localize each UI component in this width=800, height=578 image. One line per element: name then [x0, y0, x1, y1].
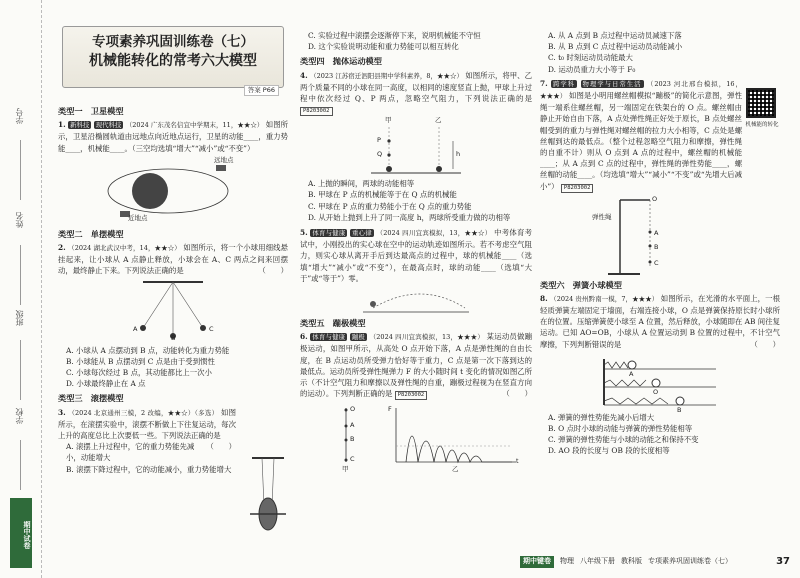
resource-code: P8203002 — [300, 107, 333, 116]
question-tag: 物理学与日常生活 — [582, 79, 642, 88]
projectile-figure — [361, 116, 471, 175]
point-c-label: C — [350, 455, 355, 464]
question-text: 如图所示，在滚摆实验中，滚摆不断做上下往复运动，每次上升的高度总比上次要低一些。下列说法正确的是 — [58, 407, 236, 441]
option: D. 运动员重力大小等于 F₀ — [548, 64, 636, 74]
point-b-label: B — [171, 333, 176, 342]
question-number: 2. — [58, 243, 66, 253]
point-c-label: C — [209, 324, 214, 333]
question-text: 如图所示，将甲、乙两个质量不同的小球在同一高度，以相同的速度竖直上抛，甲球上升过程中依次经过 Q、P 两点，忽略空气阻力，下列说法正确的是 — [300, 70, 532, 104]
question-source: （2024 四川宜宾模拟，13，★★☆） — [376, 229, 492, 238]
footer-subject: 物理 — [560, 557, 574, 566]
point-p-label: P — [377, 136, 381, 145]
option: C. t₀ 时刻运动员动能最大 — [548, 53, 633, 63]
far-point-label: 远地点 — [214, 155, 234, 164]
question-text: 如图所示，卫星沿椭圆轨道由远地点向近地点运行，卫星的动能____，重力势能____，机械能____。（三空均选填“增大”“减小”或“不变”） — [58, 120, 289, 153]
section-heading-projectile: 类型四 抛体运动模型 — [300, 56, 382, 67]
shotput-trajectory-diagram — [361, 286, 471, 314]
qr-code-icon[interactable] — [746, 88, 776, 118]
point-b-label: B — [350, 435, 355, 444]
option: B. 小球能从 B 点摆动到 C 点是由于受到惯性 — [66, 356, 215, 366]
question-number: 3. — [58, 407, 66, 417]
nut-bungee-figure — [592, 194, 680, 276]
question-8 — [540, 293, 780, 350]
qr-caption: 机械能的转化 — [745, 122, 779, 128]
option: D. 这个实验说明动能和重力势能可以相互转化 — [308, 42, 459, 52]
height-h-label: h — [456, 150, 461, 159]
question-text: 如图是小明用螺丝帽模拟“蹦极”的简化示意图，弹性绳一端系住螺丝帽，另一端固定在铁架台的 O 点。螺丝帽由静止开始自由下落，A 点处弹性绳正好处于原长，B 点处螺丝帽受到的重力与弹性绳对螺丝帽的拉力大小相等，C 点处是螺丝帽到达的最低点。（整个过程忽略空气阻力和摩擦，弹性绳的自重不计）则从 O 点到 A 点的过程中，螺丝帽的机械能____；从 A 点到 C 点的过程中，弹性绳的弹性势能____，螺丝帽的动能____。（均选填“增大”“减小”“不变”或“先增大后减小”） — [540, 91, 742, 191]
option: B. 从 B 点到 C 点过程中运动员动能减小 — [548, 42, 683, 52]
footer-edition: 教科版 — [621, 557, 642, 566]
student-id-label: 学号 — [15, 108, 24, 124]
question-number: 7. — [540, 78, 548, 88]
option: C. 甲球在 P 点的重力势能小于在 Q 点的重力势能 — [308, 201, 472, 211]
point-b-label: B — [677, 405, 682, 414]
figure-yi-label: 乙 — [452, 465, 459, 474]
resource-code: P8203002 — [395, 391, 428, 400]
point-a-label: A — [133, 324, 138, 333]
question-text: 中考体育考试中，小刚投出的实心球在空中的运动轨迹如图所示。若不考虑空气阻力，则实心球从离开手后到达最高点的过程中，球的机械能____（选填“增大”“减小”或“不变”），在最高点时，球的动能____（选填“大于”或“等于”）零。 — [300, 228, 532, 283]
class-label: 班级 — [15, 310, 24, 326]
option: B. 滚摆下降过程中，它的动能减小，重力势能增大 — [66, 464, 232, 474]
option: B. O 点时小球的动能与弹簧的弹性势能相等 — [548, 424, 693, 434]
question-1 — [58, 119, 288, 154]
point-c-label: C — [654, 258, 659, 267]
ball-yi-label: 乙 — [435, 116, 442, 125]
question-source: （2024 北京通州三模，2 改编，★★☆）（多选） — [68, 408, 219, 417]
point-b-label: B — [654, 242, 659, 251]
answer-paren: （ ） — [750, 339, 780, 349]
point-o-label: O — [653, 387, 659, 396]
answer-paren: （ ） — [206, 442, 236, 452]
point-a-label: A — [654, 228, 659, 237]
question-7 — [540, 78, 742, 193]
question-source: （2023 河北邢台模拟，16，★★★） — [540, 79, 743, 101]
question-tag: 体育与健康 — [312, 333, 346, 342]
answer-ref: 答案 P66 — [244, 85, 279, 96]
column-1 — [58, 26, 288, 475]
question-number: 8. — [540, 293, 548, 303]
name-line — [20, 245, 21, 305]
question-source: （2024 贵州黔南一模，7，★★★） — [550, 294, 659, 303]
question-tag: 重心律 — [352, 229, 372, 238]
option: A. 小球从 A 点摆动到 B 点，动能转化为重力势能 — [66, 345, 230, 355]
question-3 — [58, 407, 236, 452]
option: A. 上抛的瞬间，两球的动能相等 — [308, 179, 415, 189]
option: D. 从开始上抛到上升了同一高度 h，两球所受重力做的功相等 — [308, 212, 511, 222]
question-tag: 蹦极 — [351, 333, 366, 342]
question-source: （2023 江苏宿迁泗阳县期中学科素养，8，★★☆） — [310, 71, 464, 80]
spring-ball-diagram — [600, 353, 720, 409]
figure-jia-label: 甲 — [342, 465, 349, 474]
nut-bungee-diagram — [600, 196, 680, 276]
school-label: 学校 — [15, 408, 24, 424]
footer-brand: 期中键卷 — [520, 556, 554, 567]
point-o-label: O — [350, 405, 356, 414]
option: A. 从 A 点到 B 点过程中运动员减速下落 — [548, 31, 682, 40]
option: C. 弹簧的弹性势能与小球的动能之和保持不变 — [548, 435, 699, 445]
question-6 — [300, 331, 532, 400]
section-heading-satellite: 类型一 卫星模型 — [58, 106, 124, 116]
elastic-rope-label: 弹性绳 — [592, 212, 612, 221]
point-q-label: Q — [377, 150, 383, 159]
question-text: 某运动员做蹦极运动，如图甲所示，从高处 O 点开始下落，A 点是弹性绳的自由长度，在 B 点运动员所受弹力恰好等于重力，C 点是第一次下落到达的最低点。运动员所受弹性绳弹力 F 的大小随时间 t 变化的情况如图乙所示（不计空气阻力和摩擦以及弹性绳的自重，蹦极过程视为在竖直方向的运动）。下列判断正确的是 — [300, 332, 532, 399]
resource-code: P8203002 — [561, 184, 594, 193]
page-footer — [520, 553, 790, 571]
pendulum-figure — [113, 280, 233, 342]
brand-badge: 期中试卷 — [10, 498, 32, 568]
bungee-figure — [306, 405, 526, 474]
option: A. 滚摆上升过程中，它的重力势能先减小，动能增大 — [66, 442, 195, 463]
projectile-diagram — [361, 119, 471, 175]
question-text: 如图所示，在光滑的水平面上，一根轻质弹簧左端固定于墙面，右端连接小球，O 点是弹簧保持原长时小球所在的位置。压缩弹簧使小球至 A 位置，然后释放，小球随即在 AB 间往复运动。已知 AO=OB，小球从 A 位置运动到 B 位置的过程中，不计空气摩擦，下列判断错误的是 — [540, 293, 780, 349]
question-source: （2024 广东茂名信宜中学期末，11，★★☆） — [125, 121, 264, 130]
binding-sidebar — [0, 0, 42, 578]
bungee-diagram — [306, 406, 526, 466]
ball-jia-label: 甲 — [385, 116, 392, 125]
section-heading-spring-ball: 类型六 弹簧小球模型 — [540, 279, 622, 290]
page-number: 37 — [776, 556, 790, 568]
answer-paren: （ ） — [258, 266, 288, 276]
question-source: （2024 湖北武汉中考，14，★★☆） — [68, 244, 181, 253]
title-line-1: 专项素养巩固训练卷（七） — [92, 34, 254, 50]
name-label: 姓名 — [15, 212, 24, 228]
question-number: 4. — [300, 70, 308, 80]
satellite-orbit-diagram — [98, 157, 248, 225]
section-heading-bungee: 类型五 蹦极模型 — [300, 318, 366, 329]
question-number: 6. — [300, 332, 308, 342]
option: B. 甲球在 P 点的机械能等于在 Q 点的机械能 — [308, 190, 457, 200]
footer-grade: 八年级下册 — [580, 557, 615, 566]
footer-title: 专项素养巩固训练卷（七） — [648, 557, 732, 566]
option: C. 实验过程中滚摆会逐渐停下来，说明机械能不守恒 — [308, 31, 481, 40]
question-source: （2024 四川宜宾模拟，13，★★★） — [369, 333, 485, 342]
axis-f-label: F — [388, 405, 392, 414]
question-5 — [300, 227, 532, 284]
question-number: 1. — [58, 120, 66, 130]
school-line — [20, 440, 21, 490]
question-tag: 现代科技 — [95, 121, 122, 130]
question-text: 如图所示，将一个小球用细线悬挂起来，让小球从 A 点静止释放，小球会在 A、C 两点之间来回摆动，最终静止下来。下列说法正确的是 — [58, 243, 288, 276]
question-tag: 跨学科 — [553, 79, 576, 88]
point-a-label: A — [629, 369, 634, 378]
column-2 — [300, 30, 532, 474]
answer-paren: （ ） — [502, 389, 532, 399]
question-tag: 新科技 — [70, 121, 90, 130]
section-heading-maxwell-wheel: 类型三 滚摆模型 — [58, 393, 124, 404]
question-number: 5. — [300, 228, 308, 238]
option: D. 小球最终静止在 A 点 — [66, 379, 146, 389]
option: A. 弹簧的弹性势能先减小后增大 — [548, 412, 655, 422]
student-id-line — [20, 140, 21, 200]
title-line-2: 机械能转化的常考六大模型 — [89, 53, 257, 69]
question-2 — [58, 242, 288, 277]
near-point-label: 近地点 — [128, 213, 148, 222]
option: C. 小球每次经过 B 点，其动能都比上一次小 — [66, 368, 212, 378]
class-line — [20, 340, 21, 400]
point-a-label: A — [350, 421, 355, 430]
section-heading-pendulum: 类型二 单摆模型 — [58, 228, 124, 239]
maxwell-wheel-diagram — [248, 456, 288, 536]
axis-t-label: t — [516, 457, 519, 466]
point-o-label: O — [652, 194, 658, 203]
satellite-figure — [98, 157, 248, 225]
title-box — [62, 26, 284, 94]
column-3 — [540, 30, 780, 457]
question-4 — [300, 70, 532, 117]
option: D. AO 段的长度与 OB 段的长度相等 — [548, 446, 670, 456]
question-tag: 体育与健康 — [312, 229, 346, 238]
spring-figure — [600, 353, 720, 414]
